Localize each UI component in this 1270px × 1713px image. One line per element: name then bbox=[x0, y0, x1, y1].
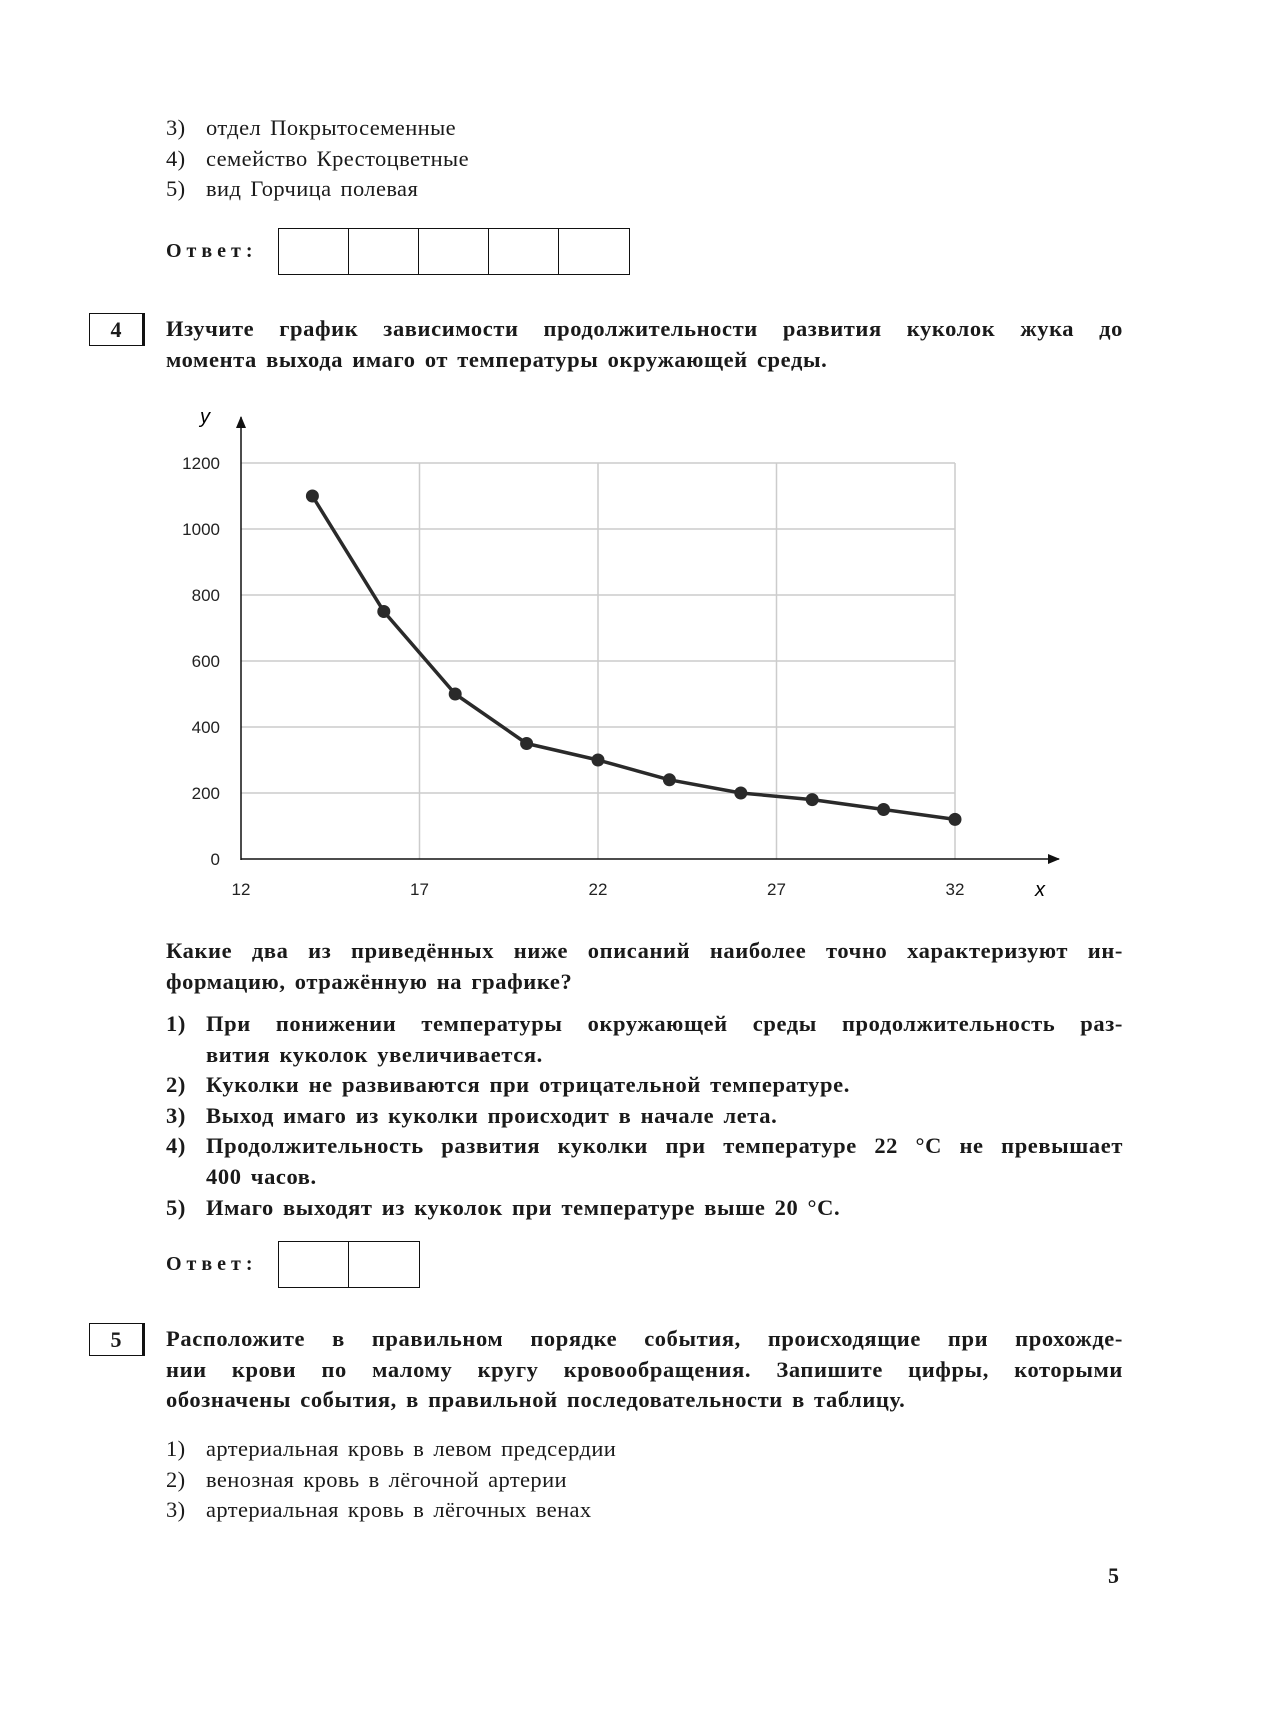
option-text: Продолжительность развития куколки при температуре 22 °C не превышает bbox=[206, 1133, 1123, 1159]
option-item bbox=[166, 1101, 1123, 1132]
y-tick-label: 400 bbox=[191, 718, 220, 737]
option-item bbox=[166, 174, 766, 205]
y-tick-label: 600 bbox=[191, 652, 220, 671]
option-item bbox=[166, 1434, 1066, 1465]
data-point bbox=[877, 803, 890, 816]
option-item bbox=[166, 113, 766, 144]
data-point bbox=[377, 605, 390, 618]
x-tick-label: 32 bbox=[945, 880, 965, 899]
option-text: артериальная кровь в лёгочных венах bbox=[206, 1497, 592, 1523]
option-number: 1) bbox=[166, 1011, 186, 1036]
option-number: 5) bbox=[166, 1194, 186, 1220]
y-axis-label: y bbox=[200, 406, 210, 428]
answer-cell[interactable] bbox=[349, 229, 419, 274]
option-number: 4) bbox=[166, 145, 186, 171]
option-item bbox=[166, 1495, 1066, 1526]
series-line bbox=[312, 496, 955, 819]
data-point bbox=[449, 688, 462, 701]
option-number: 3) bbox=[166, 1497, 186, 1523]
x-tick-label: 12 bbox=[231, 880, 251, 899]
answer-label: Ответ: bbox=[166, 1253, 258, 1275]
option-item bbox=[166, 144, 766, 175]
option-text: Имаго выходят из куколок при температуре выше 20 °C. bbox=[206, 1194, 841, 1220]
q4-question bbox=[166, 936, 1123, 997]
option-text: При понижении температуры окружающей среды продолжительность раз- bbox=[206, 1011, 1123, 1036]
option-text: отдел Покрытосеменные bbox=[206, 115, 456, 140]
data-point bbox=[520, 737, 533, 750]
option-item bbox=[166, 1193, 1123, 1224]
option-number: 2) bbox=[166, 1072, 186, 1098]
answer-cell[interactable] bbox=[349, 1242, 419, 1287]
q4-options bbox=[166, 1009, 1123, 1223]
option-text: вития куколок увеличивается. bbox=[206, 1041, 543, 1067]
x-axis-label: x bbox=[1035, 879, 1045, 901]
question-number-5: 5 bbox=[89, 1323, 145, 1356]
option-item bbox=[166, 1131, 1123, 1192]
q4-text bbox=[166, 314, 1123, 375]
y-tick-label: 0 bbox=[210, 850, 220, 869]
option-text: семейство Крестоцветные bbox=[206, 145, 469, 171]
q5-text-line: нии крови по малому кругу кровообращения. Запишите цифры, которыми bbox=[166, 1356, 1123, 1382]
data-point bbox=[734, 787, 747, 800]
y-tick-label: 200 bbox=[191, 784, 220, 803]
q5-text-line: Расположите в правильном порядке события, происходящие при прохожде- bbox=[166, 1326, 1123, 1351]
y-tick-label: 1000 bbox=[182, 520, 220, 539]
answer-label: Ответ: bbox=[166, 240, 258, 262]
q5-text bbox=[166, 1324, 1123, 1416]
answer-cell[interactable] bbox=[489, 229, 559, 274]
option-item bbox=[166, 1465, 1066, 1496]
option-text: 400 часов. bbox=[206, 1163, 317, 1189]
option-text: вид Горчица полевая bbox=[206, 176, 419, 202]
answer-grid-q3 bbox=[278, 228, 630, 275]
x-tick-label: 22 bbox=[588, 880, 608, 899]
data-point bbox=[663, 773, 676, 786]
data-point bbox=[306, 490, 319, 503]
option-text: Куколки не развиваются при отрицательной температуре. bbox=[206, 1072, 850, 1098]
option-number: 5) bbox=[166, 176, 186, 202]
q5-text-line: обозначены события, в правильной последовательности в таблицу. bbox=[166, 1387, 906, 1413]
q4-question-line: Какие два из приведённых ниже описаний наиболее точно характеризуют ин- bbox=[166, 938, 1123, 963]
answer-cell[interactable] bbox=[419, 229, 489, 274]
option-number: 3) bbox=[166, 115, 186, 140]
data-point bbox=[806, 793, 819, 806]
option-number: 2) bbox=[166, 1466, 186, 1492]
option-number: 4) bbox=[166, 1133, 186, 1159]
option-number: 3) bbox=[166, 1102, 186, 1128]
option-number: 1) bbox=[166, 1436, 186, 1461]
prev-question-options bbox=[166, 113, 766, 205]
option-text: венозная кровь в лёгочной артерии bbox=[206, 1466, 567, 1492]
q4-text-line: Изучите график зависимости продолжительности развития куколок жука до bbox=[166, 316, 1123, 341]
option-text: Выход имаго из куколки происходит в начале лета. bbox=[206, 1102, 778, 1128]
answer-cell[interactable] bbox=[279, 1242, 349, 1287]
option-item bbox=[166, 1009, 1123, 1070]
answer-cell[interactable] bbox=[279, 229, 349, 274]
answer-cell[interactable] bbox=[559, 229, 629, 274]
answer-grid-q4 bbox=[278, 1241, 420, 1288]
q5-options bbox=[166, 1434, 1066, 1526]
y-tick-label: 1200 bbox=[182, 454, 220, 473]
question-number-4: 4 bbox=[89, 313, 145, 346]
x-tick-label: 27 bbox=[767, 880, 786, 899]
option-item bbox=[166, 1070, 1123, 1101]
data-point bbox=[592, 754, 605, 767]
data-point bbox=[949, 813, 962, 826]
q4-question-line: формацию, отражённую на графике? bbox=[166, 968, 573, 994]
page-number: 5 bbox=[1108, 1563, 1119, 1588]
q4-text-line: момента выхода имаго от температуры окружающей среды. bbox=[166, 346, 828, 372]
option-text: артериальная кровь в левом предсердии bbox=[206, 1436, 617, 1461]
x-tick-label: 17 bbox=[410, 880, 429, 899]
y-tick-label: 800 bbox=[191, 586, 220, 605]
